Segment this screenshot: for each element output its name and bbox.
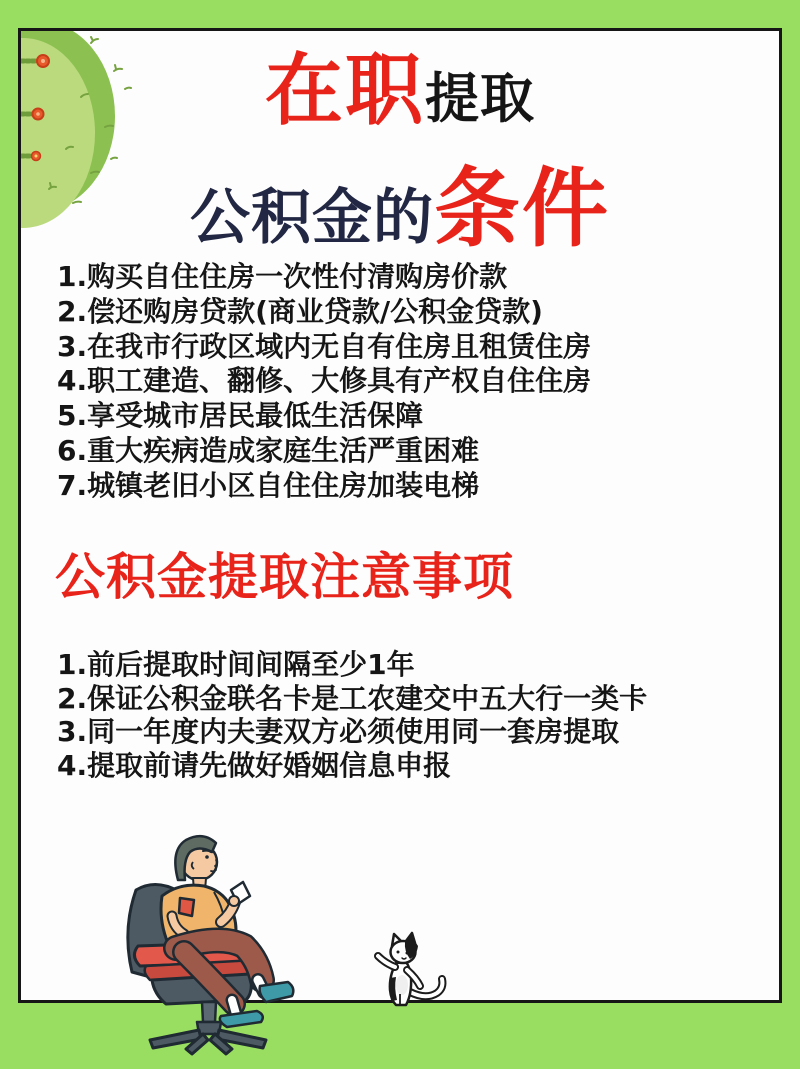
condition-item-1: 1.购买自住住房一次性付清购房价款 [57, 260, 508, 293]
notice-heading: 公积金提取注意事项 [55, 548, 514, 606]
content-card [18, 28, 782, 1003]
condition-item-4: 4.职工建造、翻修、大修具有产权自住住房 [57, 364, 592, 398]
title-text-gongjijin: 公积金的 [190, 183, 434, 253]
condition-item-5: 5.享受城市居民最低生活保障 [57, 399, 424, 433]
poster-title [21, 43, 779, 268]
title-line-2 [21, 139, 779, 268]
condition-item-3: 3.在我市行政区域内无自有住房且租赁住房 [57, 329, 592, 363]
notice-item-1: 1.前后提取时间间隔至少1年 [57, 648, 415, 681]
condition-item-6: 6.重大疾病造成家庭生活严重困难 [57, 433, 480, 467]
notice-item-2: 2.保证公积金联名卡是工农建交中五大行一类卡 [57, 681, 648, 715]
notice-list [57, 648, 757, 782]
chair-base [150, 1002, 266, 1054]
condition-item-7: 7.城镇老旧小区自住住房加装电梯 [57, 468, 480, 502]
condition-item-2: 2.偿还购房贷款(商业贷款/公积金贷款) [57, 294, 543, 328]
title-text-tiqu: 提取 [425, 67, 535, 130]
notice-item-3: 3.同一年度内夫妻双方必须使用同一套房提取 [57, 715, 620, 749]
title-highlight-tiaojian: 条件 [434, 159, 610, 259]
slipper-icon [220, 1011, 263, 1027]
notice-item-4: 4.提取前请先做好婚姻信息申报 [57, 748, 452, 782]
title-highlight-zaizhi: 在职 [264, 46, 425, 136]
title-line-1 [21, 43, 779, 139]
conditions-list [57, 260, 757, 504]
